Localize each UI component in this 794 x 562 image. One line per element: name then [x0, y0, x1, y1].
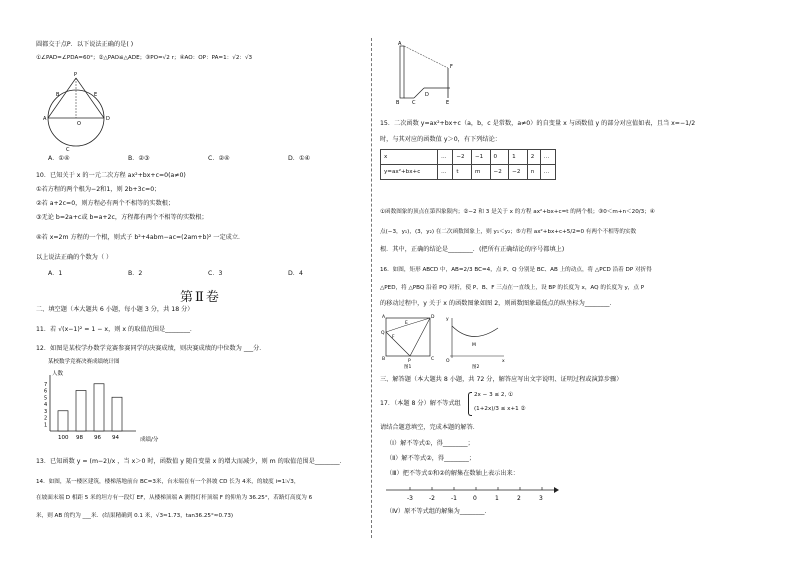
- q12-bar-chart: [36, 355, 176, 447]
- table-cell: 2: [527, 150, 540, 165]
- table-cell: −1: [471, 150, 490, 165]
- q14-slope-figure: [390, 40, 460, 108]
- q15-line-4: 点(−3，y₁)，(3，y₂) 在二次函数图象上，则 y₁＜y₂；⑤方程 ax²+bx+c+5/2=0 有两个不相等的实数: [380, 229, 637, 235]
- table-cell: y=ax²+bx+c: [381, 165, 438, 180]
- bar-94: [112, 397, 122, 431]
- bar-98: [76, 391, 86, 432]
- fig-label: O: [446, 359, 450, 364]
- fill-section-header: 二、填空题（本大题共 6 小题，每小题 3 分，共 18 分）: [36, 306, 194, 313]
- number-line-label: 1: [495, 495, 499, 502]
- q14-line-3: 米，则 AB 的约为 ___米．(结果精确到 0.1 米，√3≈1.73，tan36.25°≈0.73): [36, 513, 234, 519]
- fig-label: F: [392, 335, 395, 340]
- left-column: [30, 0, 365, 562]
- q14-line-2: 在坡面末端 D 相距 5 米的坦方有一段灯 EF，从楼梯顶端 A 测得灯杆顶端 F 的仰角为 36.25°，若路灯高度为 6: [36, 495, 313, 501]
- table-cell: …: [438, 150, 453, 165]
- pa-line: [48, 78, 76, 118]
- fig-label: x: [502, 359, 505, 364]
- fig-label: D: [431, 315, 435, 320]
- q9-circle-figure: [36, 68, 126, 153]
- q17-step-i: （Ⅰ）解不等式①，得________；: [386, 440, 474, 447]
- fold-edge-line: [386, 326, 404, 332]
- fig-label: C: [412, 100, 416, 106]
- pq-fold-line: [386, 332, 410, 356]
- table-cell: −2: [453, 150, 472, 165]
- bar-100: [58, 411, 68, 431]
- q9-statements: ①∠PAD=∠PDA=60°；②△PAO≌△ADE；③PO=√2 r；④AO：OP：PA=1：√2：√3: [36, 55, 253, 61]
- fig-label: B: [396, 100, 400, 106]
- q11: 11．若 √(x−1)² = 1 − x，则 x 的取值范围是________．: [36, 326, 197, 333]
- table-cell: n: [527, 165, 540, 180]
- q9-option-b[interactable]: B．②③: [128, 155, 150, 162]
- q10-statement-1: ①若方程的两个根为−2和1，则 2b+3c=0；: [36, 186, 161, 193]
- q17-inequality-1: 2x − 3 ≤ 2, ①: [474, 392, 514, 398]
- q17-inequality-2: (1+2x)/3 ≤ x+1 ②: [474, 406, 526, 412]
- y-tick-label: 5: [44, 395, 48, 402]
- fig-caption: 图2: [472, 365, 480, 370]
- x-tick-label: 94: [112, 435, 119, 441]
- chart-xlabel: 成绩/分: [140, 437, 159, 443]
- y-tick-label: 1: [44, 422, 48, 429]
- x-tick-label: 98: [76, 435, 83, 441]
- fig-label: B: [56, 92, 60, 98]
- q15-line-2: 时，与其对应的函数值 y＞0，有下列结论：: [380, 136, 501, 143]
- q10-option-b[interactable]: B．2: [128, 270, 143, 277]
- table-cell: x: [381, 150, 438, 165]
- y-tick-label: 3: [44, 408, 48, 415]
- arrow-icon: [554, 487, 559, 493]
- solve-section-header: 三、解答题（本大题共 8 小题，共 72 分，解答应写出文字说明、证明过程或演算步骤）: [380, 376, 623, 383]
- sight-line: [404, 46, 448, 68]
- table-cell: 0: [490, 150, 509, 165]
- fig-label: P: [74, 72, 78, 78]
- chart-title: 某校数学竞赛决赛成绩统计图: [48, 359, 120, 365]
- table-cell: −2: [490, 165, 509, 180]
- fig-label: A: [398, 41, 402, 47]
- x-tick-label: 96: [94, 435, 101, 441]
- x-tick-label: 100: [58, 435, 69, 441]
- table-cell: −2: [509, 165, 528, 180]
- q17-step-iii: （Ⅲ）把不等式①和②的解集在数轴上表示出来：: [386, 470, 519, 477]
- q9-option-a[interactable]: A．①④: [48, 155, 70, 162]
- q10-option-c[interactable]: C．3: [208, 270, 223, 277]
- q15-table: [380, 149, 556, 180]
- fig-label: A: [43, 116, 47, 122]
- function-curve: [452, 326, 498, 337]
- q10-statement-3: ③无论 b=2a+c或 b=a+2c，方程都有两个不相等的实数根；: [36, 214, 208, 221]
- q15-line-5: 根．其中，正确的结论是________．(把所有正确结论的序号都填上): [380, 246, 565, 253]
- chart-ylabel: 人数: [52, 371, 64, 377]
- q16-line-2: △PED，将 △PBQ 沿着 PQ 对折，使 P、B、F 三点在一直线上，设 BP 的长度为 x，AQ 的长度为 y，点 P: [380, 285, 645, 291]
- table-cell: m: [471, 165, 490, 180]
- q14-line-1: 14．如图，某一楼区建筑，楼梯落地前台 BC=3米，台末端在有一个斜坡 CD 长为 4米，的坡度 i=1∶√3，: [36, 479, 300, 485]
- slope-line: [414, 88, 424, 98]
- fig-caption: 图1: [404, 365, 412, 370]
- q10-count: 以上说法正确的个数为（ ）: [36, 254, 113, 261]
- number-line-label: 3: [539, 495, 543, 502]
- table-row: [381, 150, 556, 165]
- q10-option-a[interactable]: A．1: [48, 270, 63, 277]
- number-line-label: -1: [451, 495, 457, 502]
- fig-label: Q: [381, 331, 385, 336]
- q16-figures: [380, 312, 510, 370]
- dp-fold-line: [410, 318, 430, 356]
- q10-statement-4: ④若 x=2m 方程的一个根，则式子 b²+4abm−ac=(2am+b)² 一定成立．: [36, 234, 245, 241]
- fig-label: A: [382, 315, 386, 320]
- fig-label: D: [425, 92, 429, 98]
- number-line-label: -3: [407, 495, 413, 502]
- number-line-label: -2: [429, 495, 435, 502]
- q10-stem: 10．已知关于 x 的一元二次方程 ax²+bx+c=0(a≠0): [36, 172, 186, 179]
- q10-option-d[interactable]: D．4: [288, 270, 303, 277]
- q9-option-c[interactable]: C．②④: [208, 155, 230, 162]
- table-cell: …: [438, 165, 453, 180]
- fig-label: F: [450, 64, 453, 70]
- fig-label: E: [405, 321, 408, 326]
- q17-intro: 17．（本题 8 分）解不等式组: [380, 400, 461, 407]
- fig-label: E: [94, 92, 98, 98]
- system-brace: [468, 392, 472, 416]
- q17-step-iv: （Ⅳ）原不等式组的解集为________．: [386, 508, 491, 515]
- y-tick-label: 6: [44, 388, 48, 395]
- fig-label: P: [408, 359, 411, 364]
- fig-label: M: [472, 343, 476, 348]
- column-divider: [371, 38, 372, 538]
- q17-prompt: 请结合题意填空，完成本题的解答．: [380, 424, 479, 431]
- bar-96: [94, 384, 104, 431]
- fig-label: O: [77, 121, 81, 127]
- y-tick-label: 2: [44, 415, 48, 422]
- building-shape: [400, 46, 404, 98]
- pd-line: [76, 78, 104, 118]
- table-cell: …: [540, 150, 555, 165]
- fig-label: E: [446, 100, 450, 106]
- q16-line-3: 的移动过程中，y 关于 x 的函数图象如图 2，则函数图象最低点的纵坐标为________．: [380, 300, 616, 307]
- fig-label: C: [431, 357, 435, 362]
- right-column: [380, 0, 780, 562]
- fig-label: C: [66, 147, 70, 153]
- table-cell: t: [453, 165, 472, 180]
- y-tick-label: 7: [44, 381, 48, 388]
- table-row: [381, 165, 556, 180]
- y-tick-label: 4: [44, 402, 48, 408]
- q15-line-3: ①函数图象的顶点在第四象限内；②−2 和 3 是关于 x 的方程 ax²+bx+c=t 的两个根；③0＜m+n＜20/3；④: [380, 209, 655, 215]
- table-cell: 1: [509, 150, 528, 165]
- q13: 13．已知函数 y = (m−2)/x ，当 x＞0 时，函数值 y 随自变量 x 的增大而减少，则 m 的取值范围是________．: [36, 458, 346, 465]
- q17-step-ii: （Ⅱ）解不等式②，得________；: [386, 455, 476, 462]
- q9-stem: 圆都交于点P．以下说法正确的是( ): [36, 41, 134, 48]
- number-line-label: 2: [517, 495, 521, 502]
- fig-label: D: [106, 116, 110, 122]
- table-cell: …: [540, 165, 555, 180]
- part2-title: 第Ⅱ卷: [180, 290, 221, 305]
- q15-line-1: 15．二次函数 y=ax²+bx+c（a，b，c 是常数，a≠0）的自变量 x 与函数值 y 的部分对应值如表，且当 x=−1/2: [380, 120, 696, 127]
- q16-line-1: 16．如图，矩形 ABCD 中，AB=2/3 BC=4，点 P、Q 分别是 BC、AB 上的动点，将 △PCD 沿着 DP 对折得: [380, 267, 652, 273]
- q10-statement-2: ②若 a+2c=0，则方程必有两个不相等的实数根；: [36, 200, 175, 207]
- fig-label: B: [382, 357, 386, 362]
- fig-label: y: [446, 317, 449, 322]
- q12: 12．如图是某校学办数学竞赛参赛同学的决赛成绩，则决赛成绩的中位数为 ___分．: [36, 345, 266, 352]
- q9-option-d[interactable]: D．①④: [288, 155, 311, 162]
- number-line-label: 0: [473, 495, 477, 502]
- number-line: [380, 482, 560, 506]
